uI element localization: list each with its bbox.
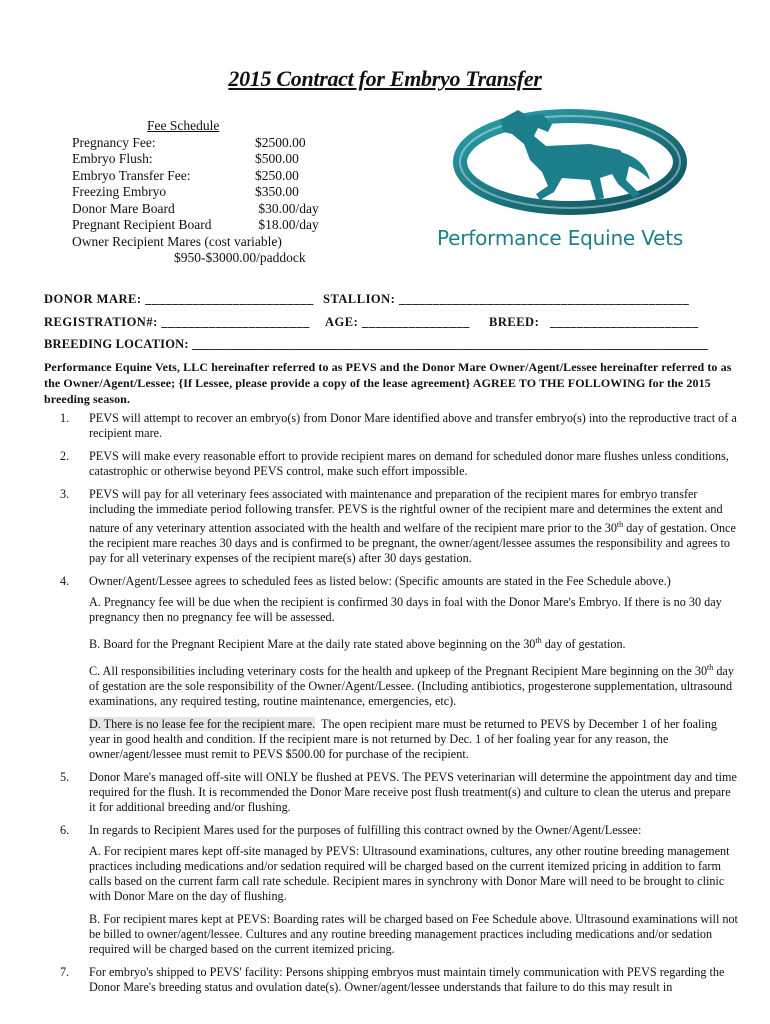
sub-text-end: day of gestation are the sole responsibility of the Owner/Agent/Lessee. (Including antibiotics, progesterone supplementation, ultrasound examinations, any required testing, routine maintenance, emergencies, etc). (89, 664, 734, 709)
list-item (60, 449, 740, 479)
fee-amount: $250.00 (255, 167, 299, 183)
document-title: 2015 Contract for Embryo Transfer (228, 66, 542, 91)
sub-item-a: A. For recipient mares kept off-site managed by PEVS: Ultrasound examinations, cultures, any other routine breeding management practices including medications and/or sedation required will be charged based on the current itemized pricing in addition to farm calls based on the current farm call rate schedule. Recipient mares in synchrony with Donor Mare will need to be brought to clinic with Donor Mare on the day of flushing. (89, 844, 730, 904)
sub-text: B. Board for the Pregnant Recipient Mare at the daily rate stated above beginning on the 30 (89, 637, 536, 652)
item-number: 5. (60, 770, 70, 785)
ordinal-sup: th (707, 663, 714, 673)
fee-amount: $18.00/day (255, 217, 319, 232)
fee-label: Pregnancy Fee: (72, 134, 156, 150)
sub-text: C. All responsibilities including veterinary costs for the health and upkeep of the Pregnant Recipient Mare beginning on the 30 (89, 664, 708, 679)
item-text: PEVS will attempt to recover an embryo(s) from Donor Mare identified above and transfer embryo(s) into the reproductive tract of a recipient mare. (89, 411, 737, 440)
item-number: 6. (60, 823, 70, 838)
item-number: 3. (60, 487, 70, 501)
fee-label: Donor Mare Board (72, 200, 175, 216)
sub-item-b: B. For recipient mares kept at PEVS: Boarding rates will be charged based on Fee Schedule above. Ultrasound examinations will not be billed to owner/agent/lessee. Cultures and any routine breeding management practices including medications and/or sedation required will be charged based on the current itemized pricing. (89, 912, 738, 957)
fee-amount: $2500.00 (255, 134, 306, 150)
fee-row (72, 201, 319, 218)
sub-text: The open recipient mare must be returned to PEVS by December 1 of her foaling year in good health and condition. If the recipient mare is not returned by Dec. 1 of her foaling year for any reason, the owner/agent/lessee must remit to PEVS $500.00 for purchase of the recipient. (89, 717, 721, 762)
fee-amount: $500.00 (255, 151, 299, 166)
sub-item-b (89, 633, 740, 652)
item-number: 7. (60, 965, 70, 980)
list-item (60, 574, 740, 589)
ordinal-sup: th (535, 636, 542, 646)
terms-list (60, 411, 740, 1003)
logo-company-name: Performance Equine Vets (437, 226, 684, 250)
fee-schedule-heading: Fee Schedule (147, 118, 220, 133)
fee-label: Embryo Flush: (72, 151, 153, 166)
breed-field[interactable]: BREED: ______________________ (489, 315, 699, 329)
fee-amount: $350.00 (255, 184, 299, 199)
item-number: 2. (60, 449, 70, 463)
fee-row (72, 135, 319, 152)
fee-amount: $30.00/day (255, 200, 319, 216)
fee-label: Embryo Transfer Fee: (72, 167, 191, 183)
list-item (60, 411, 740, 441)
item-number: 1. (60, 411, 70, 425)
fee-label: Freezing Embryo (72, 184, 167, 199)
sub-item-a: A. Pregnancy fee will be due when the recipient is confirmed 30 days in foal with the Donor Mare's Embryo. If there is no 30 day pregnancy then no pregnancy fee will be assessed. (89, 595, 722, 625)
item-text: In regards to Recipient Mares used for the purposes of fulfilling this contract owned by the Owner/Agent/Lessee: (89, 823, 642, 838)
list-item (60, 823, 740, 838)
fee-row (72, 168, 319, 185)
list-item (60, 487, 740, 566)
fee-row (72, 184, 319, 201)
sub-item-c (89, 660, 740, 709)
list-item (60, 770, 740, 815)
item-number: 4. (60, 574, 70, 589)
item-text-a: PEVS will pay for all veterinary fees associated with maintenance and preparation of the recipient mares for embryo transfer including the immediate period following transfer. PEVS is the rightful owner of the recipient mare and determines the extent and nature of any veterinary attention associated with the health and welfare of the recipient mare prior to the 30 (89, 487, 723, 536)
age-field[interactable]: AGE: ________________ (325, 315, 470, 329)
donor-mare-field[interactable]: DONOR MARE: _________________________ (44, 292, 314, 306)
registration-field[interactable]: REGISTRATION#: ______________________ (44, 315, 310, 329)
fee-label: Pregnant Recipient Board (72, 217, 212, 232)
item-text: For embryo's shipped to PEVS' facility: Persons shipping embryos must maintain timely communication with PEVS regarding the Donor Mare's breeding status and ovulation date(s). Owner/agent/lessee understands that failure to do this may result in (89, 965, 725, 995)
item-text: Owner/Agent/Lessee agrees to scheduled fees as listed below: (Specific amounts are stated in the Fee Schedule above.) (89, 574, 671, 589)
sub-item-d (89, 717, 740, 762)
fee-row (72, 217, 319, 234)
list-item (60, 965, 740, 995)
sub-text-end: day of gestation. (541, 637, 626, 652)
fee-extra-label: Owner Recipient Mares (cost variable) (72, 233, 282, 249)
ordinal-sup: th (616, 520, 624, 529)
breeding-location-field[interactable]: BREEDING LOCATION: ________________________________________________________________________________ (44, 337, 709, 351)
intro-paragraph: Performance Equine Vets, LLC hereinafter referred to as PEVS and the Donor Mare Owner/Agent/Lessee hereinafter referred to as the Owner/Agent/Lessee; {If Lessee, please provide a copy of the lease agreement} AGREE TO THE FOLLOWING for the 2015 breeding season. (44, 360, 732, 406)
item-text (89, 487, 740, 566)
item-text-b: day of gestation. Once the recipient mare reaches 30 days and is confirmed to be pregnant, the owner/agent/lessee assumes the responsibility and agrees to pay for all veterinary expenses of the recipient mare(s) after 30 days gestation. (89, 521, 736, 566)
fee-row (72, 151, 319, 168)
item-text: Donor Mare's managed off-site will ONLY be flushed at PEVS. The PEVS veterinarian will determine the appointment day and time required for the flush. It is recommended the Donor Mare receive post flush treatment(s) and culture to clean the uterus and prepare it for additional breeding and/or flushing. (89, 770, 737, 815)
highlighted-text[interactable]: D. There is no lease fee for the recipient mare. (89, 717, 316, 732)
item-text: PEVS will make every reasonable effort to provide recipient mares on demand for scheduled donor mare flushes unless conditions, catastrophic or otherwise beyond PEVS control, make such effort impossible. (89, 449, 729, 478)
stallion-field[interactable]: STALLION: ___________________________________________ (323, 292, 690, 306)
fee-schedule (72, 118, 319, 267)
fee-extra-amount: $950-$3000.00/paddock (174, 250, 306, 265)
